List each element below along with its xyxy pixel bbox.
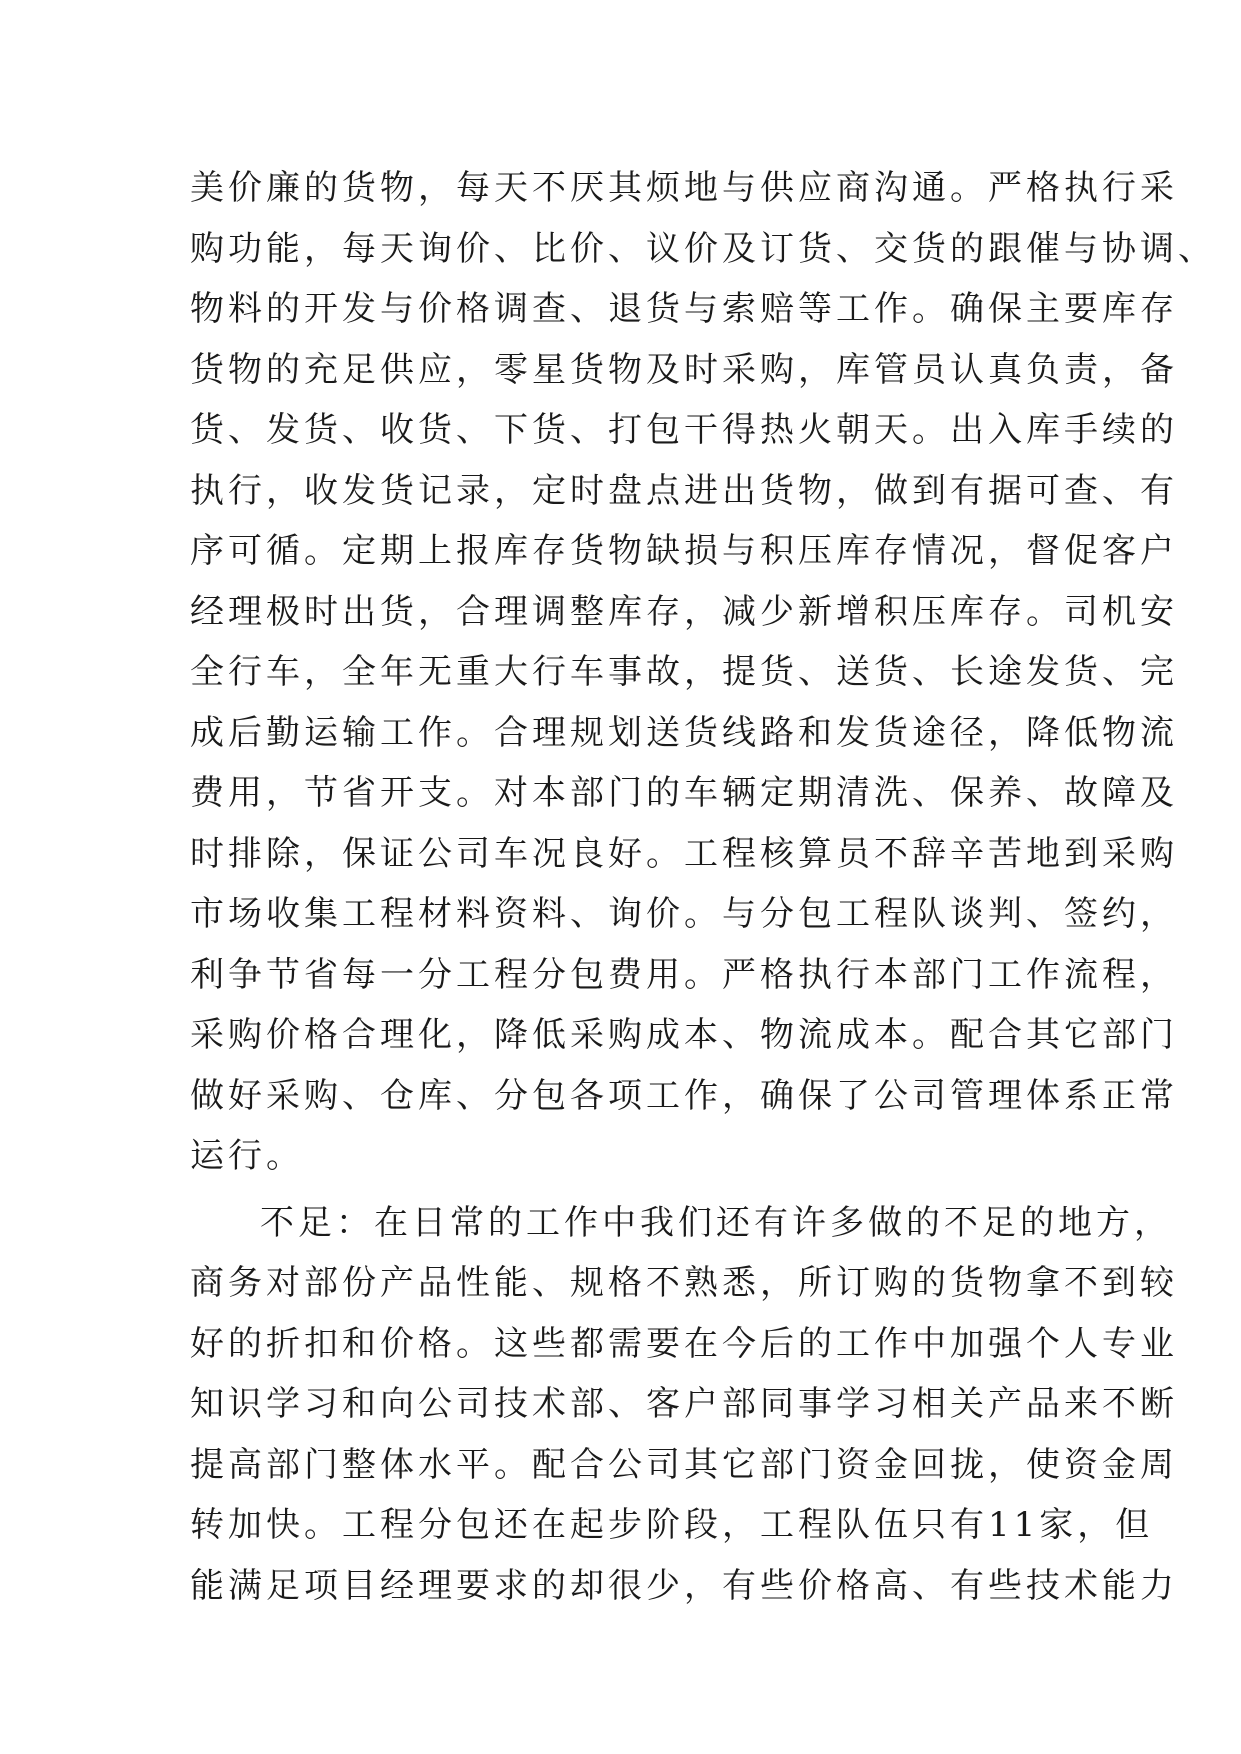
body-text — [190, 158, 1216, 1616]
text-line: 商务对部份产品性能、规格不熟悉，所订购的货物拿不到较 — [190, 1263, 1178, 1303]
text-line: 物料的开发与价格调查、退货与索赔等工作。确保主要库存 — [190, 289, 1178, 329]
paragraph — [190, 158, 1216, 1187]
text-line: 货、发货、收货、下货、打包干得热火朝天。出入库手续的 — [190, 410, 1178, 450]
text-line: 经理极时出货，合理调整库存，减少新增积压库存。司机安 — [190, 591, 1178, 632]
text-line: 利争节省每一分工程分包费用。严格执行本部门工作流程， — [190, 954, 1178, 995]
text-line: 运行。 — [190, 1136, 304, 1176]
text-line: 做好采购、仓库、分包各项工作，确保了公司管理体系正常 — [190, 1075, 1178, 1116]
text-line: 转加快。工程分包还在起步阶段，工程队伍只有11家，但 — [190, 1505, 1154, 1545]
text-line: 货物的充足供应，零星货物及时采购，库管员认真负责，备 — [190, 349, 1178, 390]
text-line: 采购价格合理化，降低采购成本、物流成本。配合其它部门 — [190, 1015, 1178, 1055]
text-line: 执行，收发货记录，定时盘点进出货物，做到有据可查、有 — [190, 470, 1178, 511]
text-line: 时排除，保证公司车况良好。工程核算员不辞辛苦地到采购 — [190, 833, 1178, 874]
text-line: 知识学习和向公司技术部、客户部同事学习相关产品来不断 — [190, 1384, 1178, 1424]
text-line: 美价廉的货物，每天不厌其烦地与供应商沟通。严格执行采 — [190, 168, 1178, 208]
text-line: 市场收集工程材料资料、询价。与分包工程队谈判、签约， — [190, 894, 1178, 934]
text-line: 费用，节省开支。对本部门的车辆定期清洗、保养、故障及 — [190, 773, 1178, 813]
text-line: 购功能，每天询价、比价、议价及订货、交货的跟催与协调、 — [190, 228, 1216, 269]
paragraph — [190, 1193, 1178, 1617]
text-line: 全行车，全年无重大行车事故，提货、送货、长途发货、完 — [190, 652, 1178, 692]
text-line: 能满足项目经理要求的却很少，有些价格高、有些技术能力 — [190, 1565, 1178, 1606]
text-line: 不足：在日常的工作中我们还有许多做的不足的地方， — [260, 1202, 1172, 1243]
text-line: 序可循。定期上报库存货物缺损与积压库存情况，督促客户 — [190, 531, 1178, 571]
text-line: 好的折扣和价格。这些都需要在今后的工作中加强个人专业 — [190, 1323, 1178, 1364]
text-line: 成后勤运输工作。合理规划送货线路和发货途径，降低物流 — [190, 712, 1178, 753]
text-line: 提高部门整体水平。配合公司其它部门资金回拢，使资金周 — [190, 1444, 1178, 1485]
